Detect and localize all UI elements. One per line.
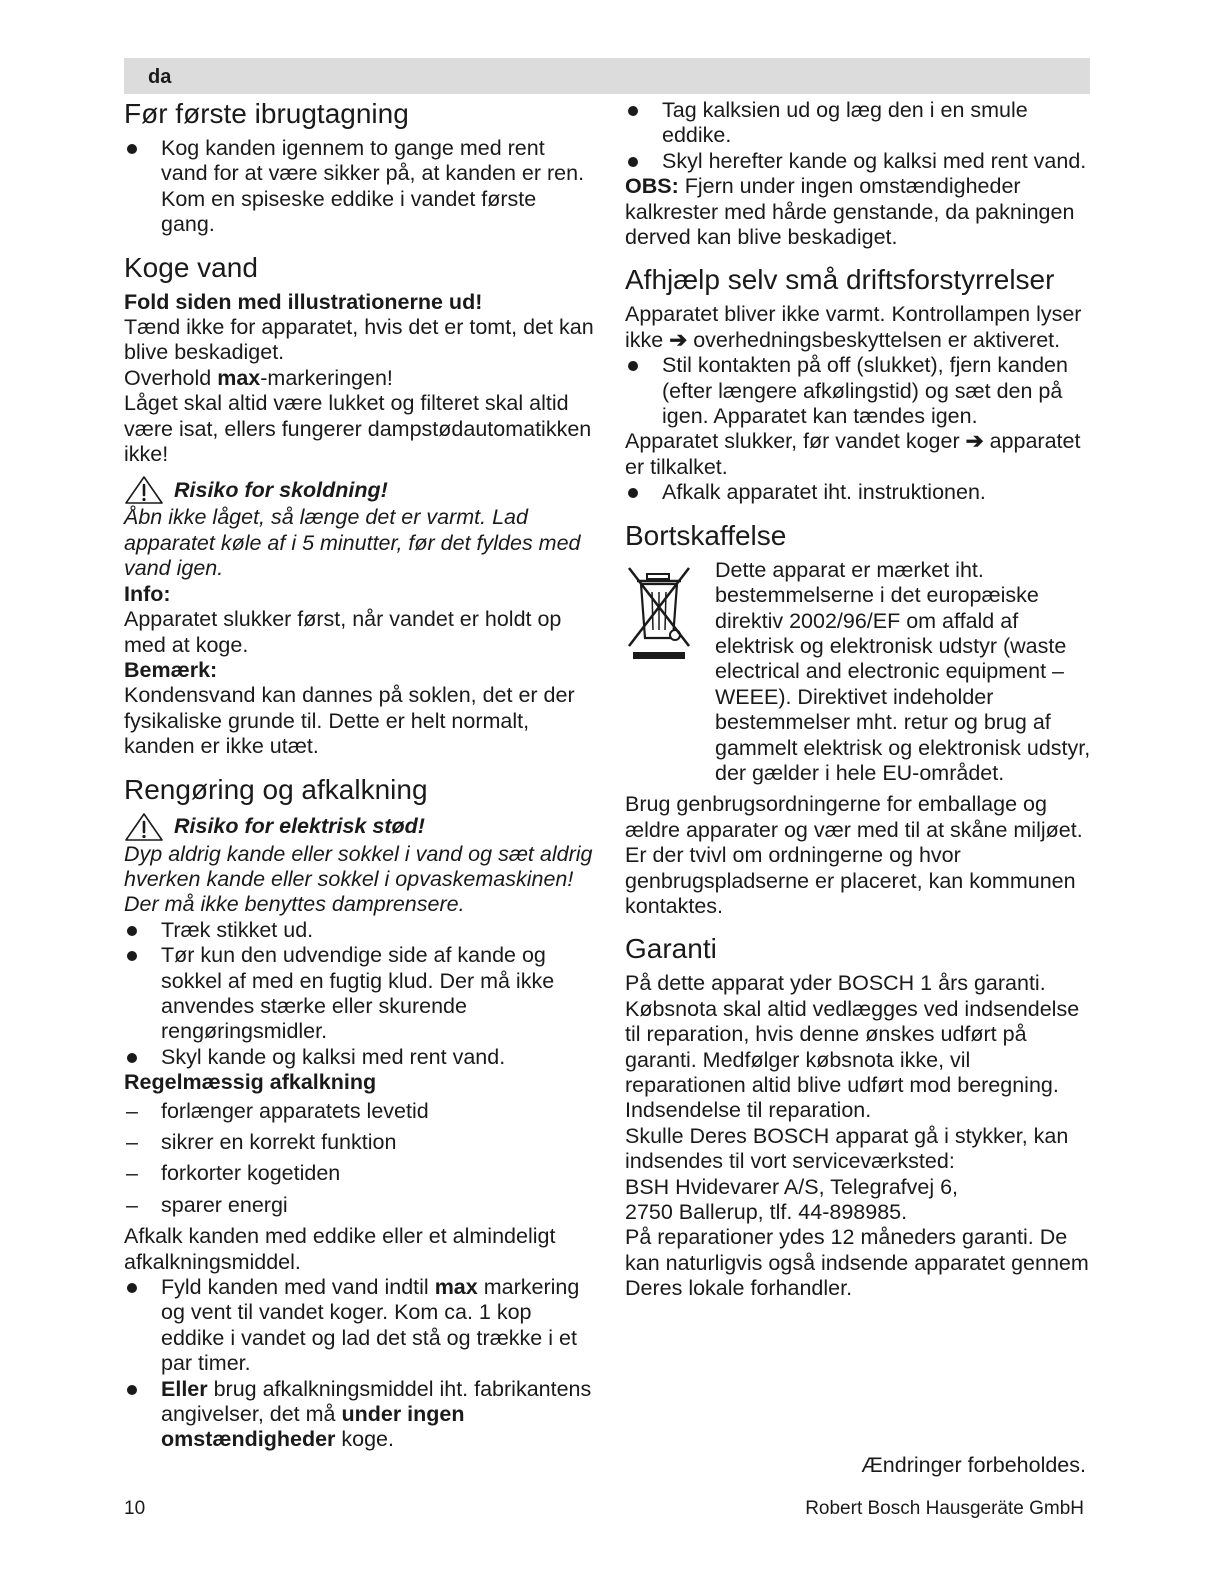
list-item: Stil kontakten på off (slukket), fjern kanden (efter længere afkølingstid) og sæt den på igen. Apparatet kan tændes igen. xyxy=(625,353,1095,429)
section-title-troubleshooting: Afhjælp selv små driftsforstyrrelser xyxy=(625,264,1055,296)
section-title-warranty: Garanti xyxy=(625,933,717,965)
language-bar xyxy=(124,58,1090,94)
weee-text: Dette apparat er mærket iht. bestemmelserne i det europæiske direktiv 2002/96/EF om affald af elektrisk og elektronisk udstyr (waste electrical and electronic equipment – WEEE). Direktivet indeholder bestemmelser mht. retur og brug af gammelt elektrisk og elektronisk udstyr, der gælder i hele EU-området. xyxy=(715,557,1091,785)
paragraph: På reparationer ydes 12 måneders garanti. De kan naturligvis også indsende apparatet gennem Deres lokale forhandler. xyxy=(625,1225,1089,1301)
obs-paragraph: OBS: Fjern under ingen omstændigheder kalkrester med hårde genstande, da pakningen derved kan blive beskadiget. xyxy=(625,174,1075,250)
troubleshooting-list xyxy=(625,353,1095,429)
note-label: Bemærk: xyxy=(124,657,218,682)
warning-triangle-icon xyxy=(124,475,164,505)
first-use-list xyxy=(124,136,594,238)
list-item: Tag kalksien ud og læg den i en smule eddike. xyxy=(625,98,1095,149)
paragraph: Skulle Deres BOSCH apparat gå i stykker, kan indsendes til vort serviceværksted: xyxy=(625,1123,1069,1174)
list-item: Eller brug afkalkningsmiddel iht. fabrikantens angivelser, det må under ingen omstændigheder koge. xyxy=(124,1377,594,1453)
paragraph: Brug genbrugsordningerne for emballage og ældre apparater og vær med til at skåne miljøet. Er der tvivl om ordningerne og hvor genbrugspladserne er placeret, kan kommunen kontaktes. xyxy=(625,792,1083,918)
info-text: Apparatet slukker først, når vandet er holdt op med at koge. xyxy=(124,607,562,657)
fold-page-note: Fold siden med illustrationerne ud! xyxy=(124,289,483,314)
list-item: – sikrer en korrekt funktion xyxy=(124,1130,594,1155)
info-label: Info: xyxy=(124,581,171,606)
right-column xyxy=(625,98,1095,1302)
crossed-out-bin-icon xyxy=(625,562,695,662)
paragraph: Apparatet slukker, før vandet koger ➔ apparatet er tilkalket. xyxy=(625,429,1081,479)
paragraph: Apparatet bliver ikke varmt. Kontrollampen lyser ikke ➔ overhedningsbeskyttelsen er aktiveret. xyxy=(625,302,1082,352)
list-item: Tør kun den udvendige side af kande og sokkel af med en fugtig klud. Der må ikke anvendes stærke eller skurende rengøringsmidler. xyxy=(124,943,594,1045)
paragraph: Overhold max-markeringen! xyxy=(124,365,393,390)
left-column xyxy=(124,98,594,1453)
descaling-benefits-list xyxy=(124,1099,594,1219)
address-line: 2750 Ballerup, tlf. 44-898985. xyxy=(625,1200,908,1225)
section-title-boil-water: Koge vand xyxy=(124,251,258,283)
list-item: Kog kanden igennem to gange med rent vand for at være sikker på, at kanden er ren. Kom en spiseske eddike i vandet første gang. xyxy=(124,136,594,238)
warning-label: Risiko for elektrisk stød! xyxy=(174,813,425,838)
list-item: Skyl kande og kalksi med rent vand. xyxy=(124,1045,594,1070)
cleaning-list-continued xyxy=(625,98,1095,174)
list-item: – forkorter kogetiden xyxy=(124,1161,594,1186)
section-title-disposal: Bortskaffelse xyxy=(625,519,787,551)
list-item: Træk stikket ud. xyxy=(124,918,594,943)
weee-block xyxy=(625,558,1095,787)
list-item: – forlænger apparatets levetid xyxy=(124,1099,594,1124)
list-item: Fyld kanden med vand indtil max markering og vent til vandet koger. Kom ca. 1 kop eddike i vandet og lad det stå og trække i et par timer. xyxy=(124,1275,594,1377)
descaling-list xyxy=(124,1275,594,1453)
regular-descaling-label: Regelmæssig afkalkning xyxy=(124,1070,377,1095)
arrow-right-icon: ➔ xyxy=(965,429,984,454)
warning-text: Der må ikke benyttes damprensere. xyxy=(124,892,465,917)
note-text: Kondensvand kan dannes på soklen, det er der fysikaliske grunde til. Dette er helt normalt, kanden er ikke utæt. xyxy=(124,683,575,759)
page-number: 10 xyxy=(124,1498,146,1519)
warning-label: Risiko for skoldning! xyxy=(174,477,388,502)
cleaning-list xyxy=(124,918,594,1070)
troubleshooting-list xyxy=(625,480,1095,505)
paragraph: Tænd ikke for apparatet, hvis det er tomt, det kan blive beskadiget. xyxy=(124,315,594,365)
warning-text: Åbn ikke låget, så længe det er varmt. Lad apparatet køle af i 5 minutter, før det fyldes med vand igen. xyxy=(124,505,581,581)
changes-note: Ændringer forbeholdes. xyxy=(861,1453,1086,1477)
list-item: Afkalk apparatet iht. instruktionen. xyxy=(625,480,1095,505)
language-code: da xyxy=(148,66,172,88)
warning-triangle-icon xyxy=(124,812,164,842)
paragraph: På dette apparat yder BOSCH 1 års garanti. Købsnota skal altid vedlægges ved indsendelse til reparation, hvis denne ønskes udført på garanti. Medfølger købsnota ikke, vil reparationen altid blive udført mod beregning. Indsendelse til reparation. xyxy=(625,971,1080,1123)
arrow-right-icon: ➔ xyxy=(669,327,688,352)
list-item: Skyl herefter kande og kalksi med rent vand. xyxy=(625,149,1095,174)
section-title-first-use: Før første ibrugtagning xyxy=(124,98,409,129)
address-line: BSH Hvidevarer A/S, Telegrafvej 6, xyxy=(625,1174,959,1199)
section-title-cleaning: Rengøring og afkalkning xyxy=(124,773,428,805)
warning-text: Dyp aldrig kande eller sokkel i vand og sæt aldrig hverken kande eller sokkel i opvaskemaskinen! xyxy=(124,841,593,891)
paragraph: Afkalk kanden med eddike eller et almindeligt afkalkningsmiddel. xyxy=(124,1224,556,1274)
warning-scald xyxy=(124,475,594,505)
warning-electric xyxy=(124,812,594,842)
publisher-name: Robert Bosch Hausgeräte GmbH xyxy=(805,1498,1084,1519)
paragraph: Låget skal altid være lukket og filteret skal altid være isat, ellers fungerer dampstødautomatikken ikke! xyxy=(124,391,592,467)
list-item: – sparer energi xyxy=(124,1193,594,1218)
